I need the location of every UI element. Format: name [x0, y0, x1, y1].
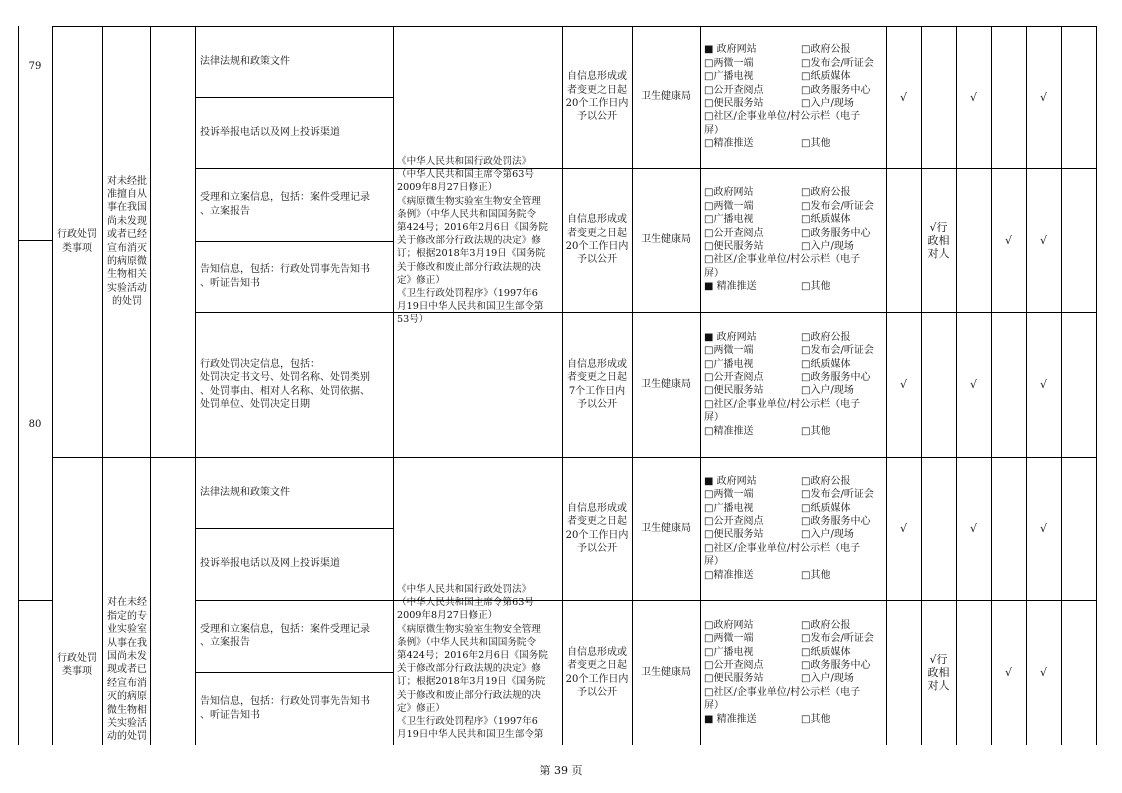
channel-option: □纸质媒体 — [801, 214, 851, 226]
channel-row — [704, 124, 884, 137]
channel-row — [704, 110, 884, 123]
channel-row — [704, 555, 884, 568]
channel-option: □入户/现场 — [801, 240, 854, 252]
time-limit-cell: 自信息形成或 者变更之日起 20个工作日内 予以公开 — [565, 71, 629, 123]
channel-row — [704, 713, 884, 726]
subject-cell: 对未经批 准擅自从 事在我国 尚未发现 或者已经 宣布消灭 的病原微 生物相关 实验活动 的处罚 — [107, 175, 147, 308]
grid-line — [52, 26, 1096, 27]
grid-line — [562, 26, 563, 745]
grid-line — [195, 672, 393, 673]
channel-option: □其他 — [801, 569, 831, 581]
grid-line — [195, 168, 1096, 169]
channel-row — [704, 200, 884, 213]
channel-option: □入户/现场 — [801, 529, 854, 541]
agency-cell: 卫生健康局 — [641, 234, 691, 246]
channel-row — [704, 97, 884, 110]
channel-option: □便民服务站 — [704, 240, 764, 252]
channel-row — [704, 528, 884, 541]
channel-row — [704, 425, 884, 438]
channel-option: □纸质媒体 — [801, 358, 851, 370]
channel-row — [704, 371, 884, 384]
channel-row — [704, 488, 884, 501]
channel-row — [704, 280, 884, 293]
channel-option: □两微一端 — [704, 57, 754, 69]
channel-option: ■ 政府网站 — [704, 475, 757, 487]
content-cell: 投诉举报电话以及网上投诉渠道 — [200, 126, 340, 138]
channel-option: □纸质媒体 — [801, 646, 851, 658]
content-cell: 告知信息，包括：行政处罚事先告知书 、听证告知书 — [200, 264, 370, 289]
content-cell: 法律法规和政策文件 — [200, 55, 290, 67]
channel-option: □政府公报 — [801, 44, 851, 56]
grid-line — [102, 26, 103, 745]
legal-basis-cell: 《中华人民共和国行政处罚法》 （中华人民共和国主席令第63号 2009年8月27日修正） 《病原微生物实验室生物安全管理 条例》（中华人民共和国国务院令 第424号；2016年2月6日《国务院 关于修改部分行政法规的决定》修 订；根据2018年3月19日《国务院 关于修改和废止部分行政法规的决 定》修正） 《卫生行政处罚程序》（1997年6 月19日中华人民共和国卫生部令第 — [397, 584, 548, 741]
channel-row — [704, 253, 884, 266]
check-mark: √ — [1039, 378, 1047, 391]
channel-option: □社区/企事业单位/村公示栏（电子 — [704, 542, 861, 554]
check-mark: √ — [899, 378, 907, 391]
channel-row — [704, 569, 884, 582]
agency-cell: 卫生健康局 — [641, 522, 691, 534]
grid-line — [195, 26, 196, 745]
channel-option: ■ 政府网站 — [704, 331, 757, 343]
channel-option: 屏） — [704, 556, 724, 568]
channel-option: □纸质媒体 — [801, 71, 851, 83]
grid-line — [18, 26, 19, 745]
channel-row — [704, 398, 884, 411]
channel-option: □社区/企事业单位/村公示栏（电子 — [704, 398, 861, 410]
subject-cell: 对在未经 指定的专 业实验室 从事在我 国尚未发 现或者已 经宣布消 灭的病原 微生物相 关实验活 动的处罚 — [107, 597, 147, 743]
channel-option: □社区/企事业单位/村公示栏（电子 — [704, 686, 861, 698]
channel-option: □两微一端 — [704, 200, 754, 212]
channel-row — [704, 267, 884, 280]
time-limit-cell: 自信息形成或 者变更之日起 7个工作日内 予以公开 — [567, 358, 627, 410]
content-cell: 行政处罚决定信息，包括： 处罚决定书文号、处罚名称、处罚类别 、处罚事由、相对人名称、处罚依据、 处罚单位、处罚决定日期 — [200, 358, 370, 410]
channel-list — [704, 619, 884, 726]
channel-row — [704, 84, 884, 97]
channel-option: □发布会/听证会 — [801, 345, 874, 357]
channel-option: ■ 政府网站 — [704, 44, 757, 56]
check-mark: √ — [1039, 666, 1047, 679]
check-mark: √ — [1004, 666, 1012, 679]
channel-list — [704, 475, 884, 582]
time-limit-cell: 自信息形成或 者变更之日起 20个工作日内 予以公开 — [565, 646, 629, 698]
channel-option: □便民服务站 — [704, 97, 764, 109]
channel-option: □政府公报 — [801, 619, 851, 631]
grid-line — [195, 600, 393, 601]
channel-row — [704, 475, 884, 488]
channel-row — [704, 70, 884, 83]
channel-option: □便民服务站 — [704, 529, 764, 541]
channel-row — [704, 331, 884, 344]
check-mark: √ — [969, 90, 977, 104]
category-cell: 行政处罚 类事项 — [57, 652, 97, 677]
channel-option: □精准推送 — [704, 138, 754, 150]
check-mark: √行 政相 对人 — [927, 653, 950, 692]
channel-option: 屏） — [704, 267, 724, 279]
channel-option: □两微一端 — [704, 345, 754, 357]
channel-option: □政府公报 — [801, 331, 851, 343]
channel-option: □政府公报 — [801, 187, 851, 199]
channel-row — [704, 186, 884, 199]
channel-row — [704, 502, 884, 515]
legal-basis-cell: 《中华人民共和国行政处罚法》 （中华人民共和国主席令第63号 2009年8月27日修正） 《病原微生物实验室生物安全管理 条例》（中华人民共和国国务院令 第424号；2016年2月6日《国务院 关于修改部分行政法规的决定》修 订；根据2018年3月19日《国务院 关于修改和废止部分行政法规的决 定》修正） 《卫生行政处罚程序》（1997年6 月19日中华人民共和国卫生部令第 53号） — [397, 156, 548, 326]
channel-list — [704, 331, 884, 438]
channel-option: □广播电视 — [704, 502, 754, 514]
channel-option: □公开查阅点 — [704, 372, 764, 384]
grid-line — [195, 312, 1096, 313]
channel-option: 屏） — [704, 124, 724, 136]
channel-option: □其他 — [801, 138, 831, 150]
channel-option: □公开查阅点 — [704, 227, 764, 239]
channel-option: □政务服务中心 — [801, 227, 871, 239]
channel-row — [704, 672, 884, 685]
channel-option: □政务服务中心 — [801, 372, 871, 384]
channel-option: □广播电视 — [704, 358, 754, 370]
channel-option: □纸质媒体 — [801, 502, 851, 514]
check-mark: √ — [969, 378, 977, 391]
page-footer: 第 39 页 — [539, 764, 583, 777]
grid-line — [195, 528, 393, 529]
content-cell: 投诉举报电话以及网上投诉渠道 — [200, 558, 340, 570]
channel-row — [704, 213, 884, 226]
grid-line — [393, 26, 394, 745]
category-cell: 行政处罚 类事项 — [57, 229, 97, 254]
content-cell: 受理和立案信息，包括：案件受理记录 、立案报告 — [200, 192, 370, 217]
channel-row — [704, 515, 884, 528]
grid-line — [52, 457, 1096, 458]
channel-option: □政府网站 — [704, 187, 754, 199]
check-mark: √ — [1039, 233, 1047, 247]
agency-cell: 卫生健康局 — [641, 91, 691, 103]
channel-option: □两微一端 — [704, 633, 754, 645]
channel-option: 屏） — [704, 412, 724, 424]
check-mark: √ — [1004, 233, 1012, 247]
grid-line — [195, 97, 393, 98]
grid-line — [1061, 26, 1062, 745]
channel-option: □其他 — [801, 425, 831, 437]
channel-row — [704, 384, 884, 397]
channel-option: □发布会/听证会 — [801, 200, 874, 212]
row-number: 80 — [28, 419, 42, 430]
channel-option: □发布会/听证会 — [801, 489, 874, 501]
channel-option: □入户/现场 — [801, 385, 854, 397]
channel-row — [704, 659, 884, 672]
channel-option: □公开查阅点 — [704, 516, 764, 528]
check-mark: √ — [899, 90, 907, 104]
check-mark: √行 政相 对人 — [927, 220, 950, 260]
grid-line — [18, 240, 52, 241]
channel-option: □广播电视 — [704, 71, 754, 83]
channel-row — [704, 358, 884, 371]
channel-option: □入户/现场 — [801, 673, 854, 685]
agency-cell: 卫生健康局 — [641, 378, 691, 390]
channel-option: □发布会/听证会 — [801, 633, 874, 645]
channel-row — [704, 227, 884, 240]
channel-option: □入户/现场 — [801, 97, 854, 109]
check-mark: √ — [1039, 522, 1047, 535]
channel-option: □精准推送 — [704, 569, 754, 581]
channel-option: 屏） — [704, 700, 724, 712]
channel-row — [704, 240, 884, 253]
channel-row — [704, 411, 884, 424]
channel-option: □政府公报 — [801, 475, 851, 487]
channel-row — [704, 137, 884, 150]
channel-option: □政务服务中心 — [801, 84, 871, 96]
time-limit-cell: 自信息形成或 者变更之日起 20个工作日内 予以公开 — [565, 502, 629, 554]
channel-row — [704, 43, 884, 56]
channel-option: □广播电视 — [704, 646, 754, 658]
channel-row — [704, 57, 884, 70]
channel-option: □社区/企事业单位/村公示栏（电子 — [704, 254, 861, 266]
channel-option: □两微一端 — [704, 489, 754, 501]
channel-option: ■ 精准推送 — [704, 281, 757, 293]
channel-row — [704, 542, 884, 555]
grid-line — [921, 26, 922, 745]
channel-option: □政务服务中心 — [801, 516, 871, 528]
time-limit-cell: 自信息形成或 者变更之日起 20个工作日内 予以公开 — [565, 214, 629, 266]
content-cell: 受理和立案信息，包括：案件受理记录 、立案报告 — [200, 623, 370, 648]
grid-line — [195, 241, 393, 242]
channel-option: □公开查阅点 — [704, 84, 764, 96]
channel-row — [704, 699, 884, 712]
channel-option: □公开查阅点 — [704, 660, 764, 672]
content-cell: 法律法规和政策文件 — [200, 486, 290, 498]
channel-option: □其他 — [801, 281, 831, 293]
grid-line — [18, 600, 52, 601]
channel-row — [704, 344, 884, 357]
channel-row — [704, 619, 884, 632]
channel-list — [704, 43, 884, 150]
channel-option: □其他 — [801, 713, 831, 725]
grid-line — [700, 26, 701, 745]
content-cell: 告知信息，包括：行政处罚事先告知书 、听证告知书 — [200, 696, 370, 721]
row-number: 79 — [28, 61, 42, 72]
check-mark: √ — [899, 522, 907, 535]
check-mark: √ — [969, 522, 977, 535]
grid-line — [1096, 26, 1097, 745]
channel-option: □广播电视 — [704, 214, 754, 226]
channel-row — [704, 646, 884, 659]
grid-line — [150, 26, 151, 745]
channel-row — [704, 686, 884, 699]
channel-list — [704, 186, 884, 293]
channel-option: □便民服务站 — [704, 673, 764, 685]
check-mark: √ — [1039, 90, 1047, 104]
channel-option: □发布会/听证会 — [801, 57, 874, 69]
channel-option: □便民服务站 — [704, 385, 764, 397]
channel-option: □精准推送 — [704, 425, 754, 437]
channel-option: □政府网站 — [704, 619, 754, 631]
channel-option: □政务服务中心 — [801, 660, 871, 672]
grid-line — [991, 26, 992, 745]
channel-row — [704, 632, 884, 645]
grid-line — [52, 26, 53, 745]
agency-cell: 卫生健康局 — [641, 666, 691, 678]
channel-option: ■ 精准推送 — [704, 713, 757, 725]
channel-option: □社区/企事业单位/村公示栏（电子 — [704, 111, 861, 123]
